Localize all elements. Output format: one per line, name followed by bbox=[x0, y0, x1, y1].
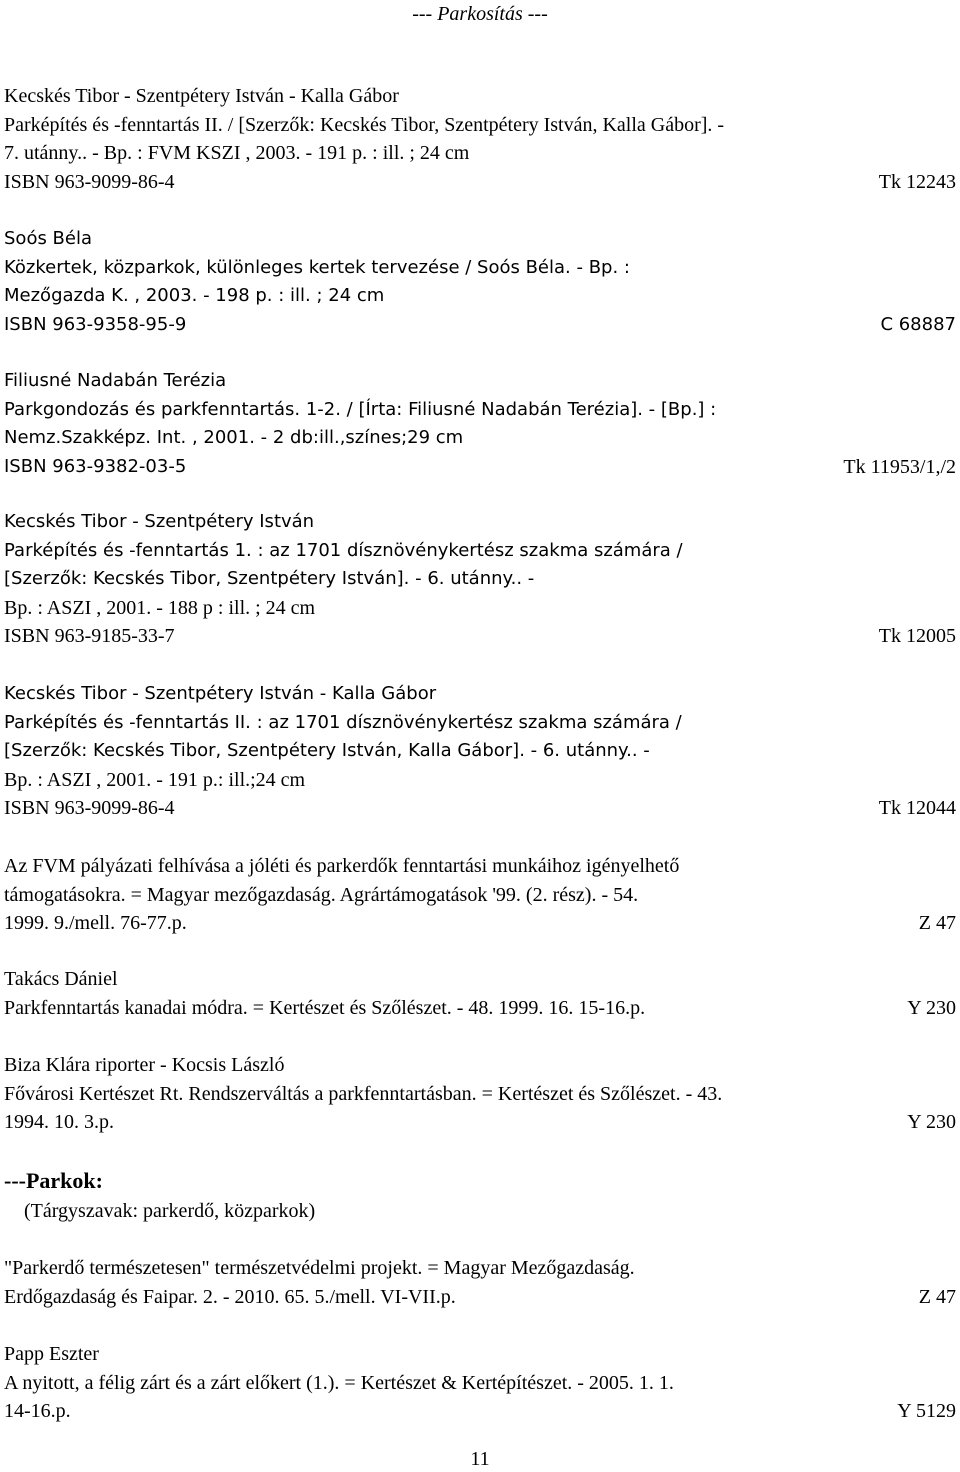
entry-citation-line bbox=[4, 994, 956, 1023]
entry-isbn: ISBN 963-9358-95-9 bbox=[4, 313, 187, 335]
entry-author: Biza Klára riporter - Kocsis László bbox=[4, 1054, 285, 1076]
bibliography-entry bbox=[4, 508, 956, 651]
entry-isbn-line bbox=[4, 168, 956, 197]
entry-line: támogatásokra. = Magyar mezőgazdaság. Agrártámogatások '99. (2. rész). - 54. bbox=[4, 883, 639, 906]
section-heading: ---Parkok: bbox=[4, 1168, 103, 1193]
entry-citation-line bbox=[4, 1397, 956, 1426]
shelf-mark: Tk 12243 bbox=[878, 170, 956, 193]
entry-citation: Parkfenntartás kanadai módra. = Kertészet és Szőlészet. - 48. 1999. 16. 15-16.p. bbox=[4, 996, 646, 1019]
entry-author: Papp Eszter bbox=[4, 1343, 99, 1365]
entry-line: 7. utánny.. - Bp. : FVM KSZI , 2003. - 191 p. : ill. ; 24 cm bbox=[4, 142, 470, 164]
article-entry bbox=[4, 965, 956, 1022]
bibliography-entry bbox=[4, 82, 956, 196]
entry-isbn-line bbox=[4, 794, 956, 823]
entry-author: Kecskés Tibor - Szentpétery István - Kalla Gábor bbox=[4, 85, 399, 107]
entry-line: Bp. : ASZI , 2001. - 191 p.: ill.;24 cm bbox=[4, 768, 306, 791]
entry-line: Fővárosi Kertészet Rt. Rendszerváltás a parkfenntartásban. = Kertészet és Szőlészet. - 43. bbox=[4, 1082, 723, 1105]
entry-line: Parképítés és -fenntartás II. / [Szerzők: Kecskés Tibor, Szentpétery István, Kalla Gábor]. - bbox=[4, 113, 725, 136]
entry-line: Parkgondozás és parkfenntartás. 1-2. / [Írta: Filiusné Nadabán Terézia]. - [Bp.] : bbox=[4, 398, 717, 420]
entry-line: Bp. : ASZI , 2001. - 188 p : ill. ; 24 cm bbox=[4, 596, 316, 619]
bibliography-entry bbox=[4, 367, 956, 481]
entry-line: A nyitott, a félig zárt és a zárt előkert (1.). = Kertészet & Kertépítészet. - 2005. 1. 1. bbox=[4, 1371, 674, 1394]
entry-citation: 1994. 10. 3.p. bbox=[4, 1111, 114, 1133]
shelf-mark: Z 47 bbox=[918, 1285, 956, 1308]
entry-citation: 14-16.p. bbox=[4, 1400, 71, 1422]
bibliography-entry bbox=[4, 225, 956, 339]
entry-isbn-line bbox=[4, 622, 956, 651]
entry-isbn: ISBN 963-9099-86-4 bbox=[4, 170, 175, 193]
shelf-mark: Tk 12044 bbox=[878, 797, 956, 819]
entry-title: "Parkerdő természetesen" természetvédelmi projekt. = Magyar Mezőgazdaság. bbox=[4, 1257, 635, 1279]
entry-line: Nemz.Szakképz. Int. , 2001. - 2 db:ill.,színes;29 cm bbox=[4, 427, 464, 448]
shelf-mark: Tk 12005 bbox=[878, 625, 956, 647]
entry-author: Filiusné Nadabán Terézia bbox=[4, 370, 227, 391]
bibliography-entry bbox=[4, 680, 956, 823]
entry-citation: Erdőgazdaság és Faipar. 2. - 2010. 65. 5./mell. VI-VII.p. bbox=[4, 1285, 456, 1308]
shelf-mark: Y 230 bbox=[907, 996, 956, 1019]
page-number: 11 bbox=[470, 1448, 490, 1470]
entry-citation-line bbox=[4, 1283, 956, 1312]
article-entry bbox=[4, 1254, 956, 1311]
entry-isbn: ISBN 963-9382-03-5 bbox=[4, 455, 187, 477]
shelf-mark: Tk 11953/1,/2 bbox=[843, 455, 956, 478]
entry-isbn: ISBN 963-9099-86-4 bbox=[4, 797, 175, 819]
page-heading: --- Parkosítás --- bbox=[412, 3, 548, 25]
shelf-mark: Z 47 bbox=[918, 912, 956, 934]
section-keywords: (Tárgyszavak: parkerdő, közparkok) bbox=[24, 1200, 316, 1222]
entry-line: Közkertek, közparkok, különleges kertek tervezése / Soós Béla. - Bp. : bbox=[4, 256, 630, 278]
entry-line: [Szerzők: Kecskés Tibor, Szentpétery István, Kalla Gábor]. - 6. utánny.. - bbox=[4, 740, 650, 761]
entry-author: Kecskés Tibor - Szentpétery István bbox=[4, 511, 315, 532]
article-entry bbox=[4, 852, 956, 938]
entry-title: Az FVM pályázati felhívása a jóléti és parkerdők fenntartási munkáihoz igényelhető bbox=[4, 855, 680, 877]
entry-line: Mezőgazda K. , 2003. - 198 p. : ill. ; 24 cm bbox=[4, 285, 385, 306]
entry-author: Kecskés Tibor - Szentpétery István - Kalla Gábor bbox=[4, 683, 437, 704]
entry-line: Parképítés és -fenntartás 1. : az 1701 dísznövénykertész szakma számára / bbox=[4, 539, 683, 561]
entry-citation: 1999. 9./mell. 76-77.p. bbox=[4, 912, 187, 934]
article-entry bbox=[4, 1340, 956, 1426]
entry-isbn: ISBN 963-9185-33-7 bbox=[4, 625, 175, 647]
entry-citation-line bbox=[4, 909, 956, 938]
entry-line: [Szerzők: Kecskés Tibor, Szentpétery István]. - 6. utánny.. - bbox=[4, 568, 535, 589]
article-entry bbox=[4, 1051, 956, 1137]
entry-author: Soós Béla bbox=[4, 228, 93, 249]
shelf-mark: Y 230 bbox=[907, 1111, 956, 1133]
shelf-mark: Y 5129 bbox=[897, 1400, 956, 1422]
entry-isbn-line bbox=[4, 311, 956, 340]
shelf-mark: C 68887 bbox=[880, 313, 956, 335]
entry-citation-line bbox=[4, 1108, 956, 1137]
entry-author: Takács Dániel bbox=[4, 968, 118, 990]
entry-line: Parképítés és -fenntartás II. : az 1701 dísznövénykertész szakma számára / bbox=[4, 711, 682, 733]
entry-isbn-line bbox=[4, 453, 956, 482]
